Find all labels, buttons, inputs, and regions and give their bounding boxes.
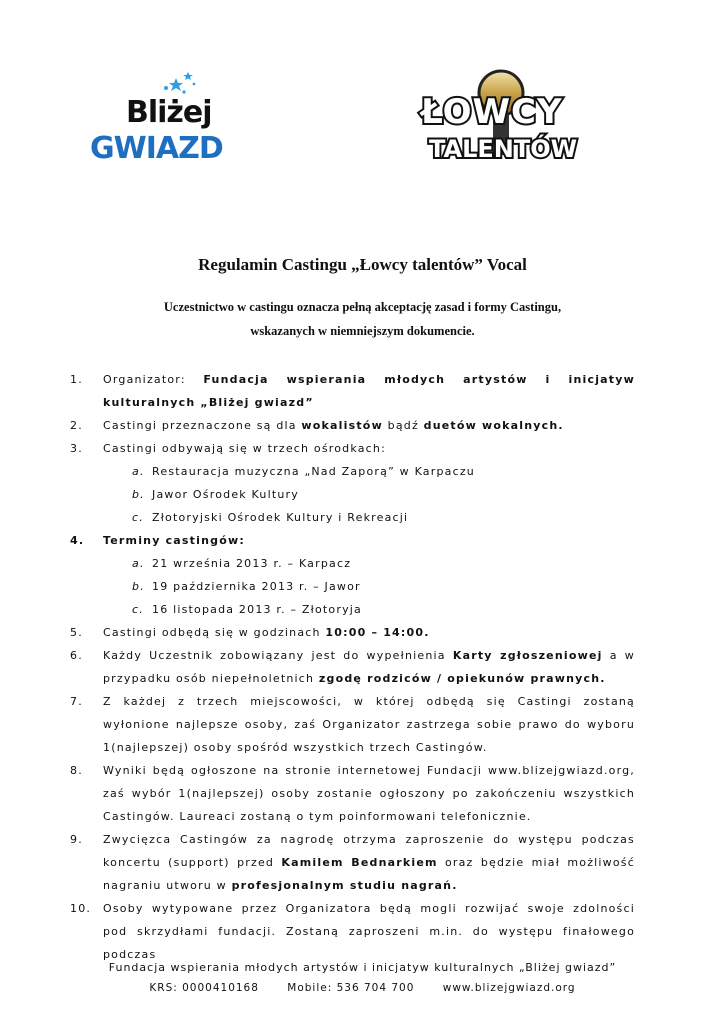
sub-list-item bbox=[70, 483, 635, 506]
sub-list-item bbox=[70, 506, 635, 529]
list-item bbox=[70, 759, 635, 828]
document-title: Regulamin Castingu „Łowcy talentów” Vocal bbox=[198, 255, 527, 274]
item-text: Osoby wytypowane przez Organizatora będą mogli rozwijać swoje zdolności pod skrzydłami fundacji. Zostaną zaproszeni m.in. do występu finałowego podczas bbox=[103, 902, 635, 961]
intro-text bbox=[0, 295, 725, 343]
sub-text: Złotoryjski Ośrodek Kultury i Rekreacji bbox=[152, 511, 409, 524]
intro-line-1: Uczestnictwo w castingu oznacza pełną akceptację zasad i formy Castingu, bbox=[163, 300, 562, 314]
item-number: 7. bbox=[70, 695, 83, 708]
item-text: Castingi odbędą się w godzinach bbox=[103, 626, 326, 639]
bold-text: wokalistów bbox=[301, 419, 383, 432]
logo-left-line1: Bliżej bbox=[126, 95, 212, 130]
item-text: a w przypadku osób niepełnoletnich bbox=[103, 649, 635, 685]
sub-letter: b. bbox=[132, 580, 145, 593]
sub-letter: b. bbox=[132, 488, 145, 501]
footer-mobile: Mobile: 536 704 700 bbox=[287, 982, 415, 994]
bold-text: 10:00 – 14:00. bbox=[325, 626, 430, 639]
list-item bbox=[70, 529, 635, 552]
sub-list-item bbox=[70, 575, 635, 598]
footer-contact bbox=[0, 978, 725, 998]
page-footer bbox=[0, 958, 725, 998]
bold-text: profesjonalnym studiu nagrań. bbox=[231, 879, 458, 892]
logo-left-line2: GWIAZD bbox=[90, 131, 223, 165]
sub-text: Restauracja muzyczna „Nad Zaporą” w Karpaczu bbox=[152, 465, 475, 478]
intro-line-2: wskazanych w niemniejszym dokumencie. bbox=[250, 324, 475, 338]
item-text: Castingi odbywają się w trzech ośrodkach: bbox=[103, 442, 386, 455]
footer-krs: KRS: 0000410168 bbox=[149, 982, 259, 994]
item-number: 6. bbox=[70, 649, 83, 662]
list-item bbox=[70, 368, 635, 414]
sub-list-item bbox=[70, 598, 635, 621]
sub-text: Jawor Ośrodek Kultury bbox=[152, 488, 299, 501]
item-text: Zwycięzca Castingów za nagrodę otrzyma zaproszenie do występu podczas koncertu (support) przed bbox=[103, 833, 635, 869]
sub-letter: a. bbox=[132, 465, 145, 478]
blizej-gwiazd-logo bbox=[88, 70, 258, 165]
sub-list-item bbox=[70, 460, 635, 483]
sub-text: 19 października 2013 r. – Jawor bbox=[152, 580, 361, 593]
item-number: 10. bbox=[70, 902, 92, 915]
list-item bbox=[70, 621, 635, 644]
list-item bbox=[70, 437, 635, 460]
sub-list-item bbox=[70, 552, 635, 575]
sub-text: 21 września 2013 r. – Karpacz bbox=[152, 557, 352, 570]
bold-text: Kamilem Bednarkiem bbox=[281, 856, 438, 869]
item-number: 4. bbox=[70, 534, 85, 547]
item-text: Wyniki będą ogłoszone na stronie internetowej Fundacji www.blizejgwiazd.org, zaś wybór 1(najlepszej) osoby zostanie ogłoszony po zakończeniu wszystkich Castingów. Laureaci zostaną o tym poinformowani telefonicznie. bbox=[103, 764, 635, 823]
list-item bbox=[70, 690, 635, 759]
item-number: 1. bbox=[70, 373, 83, 386]
logo-right-line1: ŁOWCY bbox=[421, 92, 563, 132]
item-text: Z każdej z trzech miejscowości, w której odbędą się Castingi zostaną wyłonione najlepsze osoby, zaś Organizator zastrzega sobie prawo do wyboru 1(najlepszej) osoby spośród wszystkich trzech Castingów. bbox=[103, 695, 635, 754]
list-item bbox=[70, 414, 635, 437]
organizer-name: Fundacja wspierania młodych artystów i inicjatyw kulturalnych „Bliżej gwiazd” bbox=[103, 373, 635, 409]
footer-website: www.blizejgwiazd.org bbox=[442, 982, 576, 994]
item-text: Organizator: bbox=[103, 373, 204, 386]
list-item bbox=[70, 828, 635, 897]
item-number: 3. bbox=[70, 442, 83, 455]
item-number: 2. bbox=[70, 419, 83, 432]
bold-text: Karty zgłoszeniowej bbox=[452, 649, 603, 662]
item-text: bądź bbox=[382, 419, 424, 432]
footer-foundation-name: Fundacja wspierania młodych artystów i inicjatyw kulturalnych „Bliżej gwiazd” bbox=[108, 961, 617, 974]
lowcy-talentow-logo bbox=[415, 65, 620, 165]
logo-right-line2: TALENTÓW bbox=[429, 135, 578, 163]
item-text: Terminy castingów: bbox=[103, 534, 245, 547]
item-number: 8. bbox=[70, 764, 83, 777]
item-text: Castingi przeznaczone są dla bbox=[103, 419, 302, 432]
item-number: 5. bbox=[70, 626, 83, 639]
bold-text: zgodę rodziców / opiekunów prawnych. bbox=[318, 672, 606, 685]
sub-letter: a. bbox=[132, 557, 145, 570]
sub-letter: c. bbox=[132, 603, 144, 616]
sub-letter: c. bbox=[132, 511, 144, 524]
list-item bbox=[70, 644, 635, 690]
list-item bbox=[70, 897, 635, 966]
item-text: Każdy Uczestnik zobowiązany jest do wypełnienia bbox=[103, 649, 453, 662]
item-text: oraz będzie miał możliwość nagraniu utworu w bbox=[103, 856, 635, 892]
rules-list bbox=[70, 368, 635, 966]
sub-text: 16 listopada 2013 r. – Złotoryja bbox=[152, 603, 362, 616]
bold-text: duetów wokalnych. bbox=[423, 419, 564, 432]
item-number: 9. bbox=[70, 833, 83, 846]
